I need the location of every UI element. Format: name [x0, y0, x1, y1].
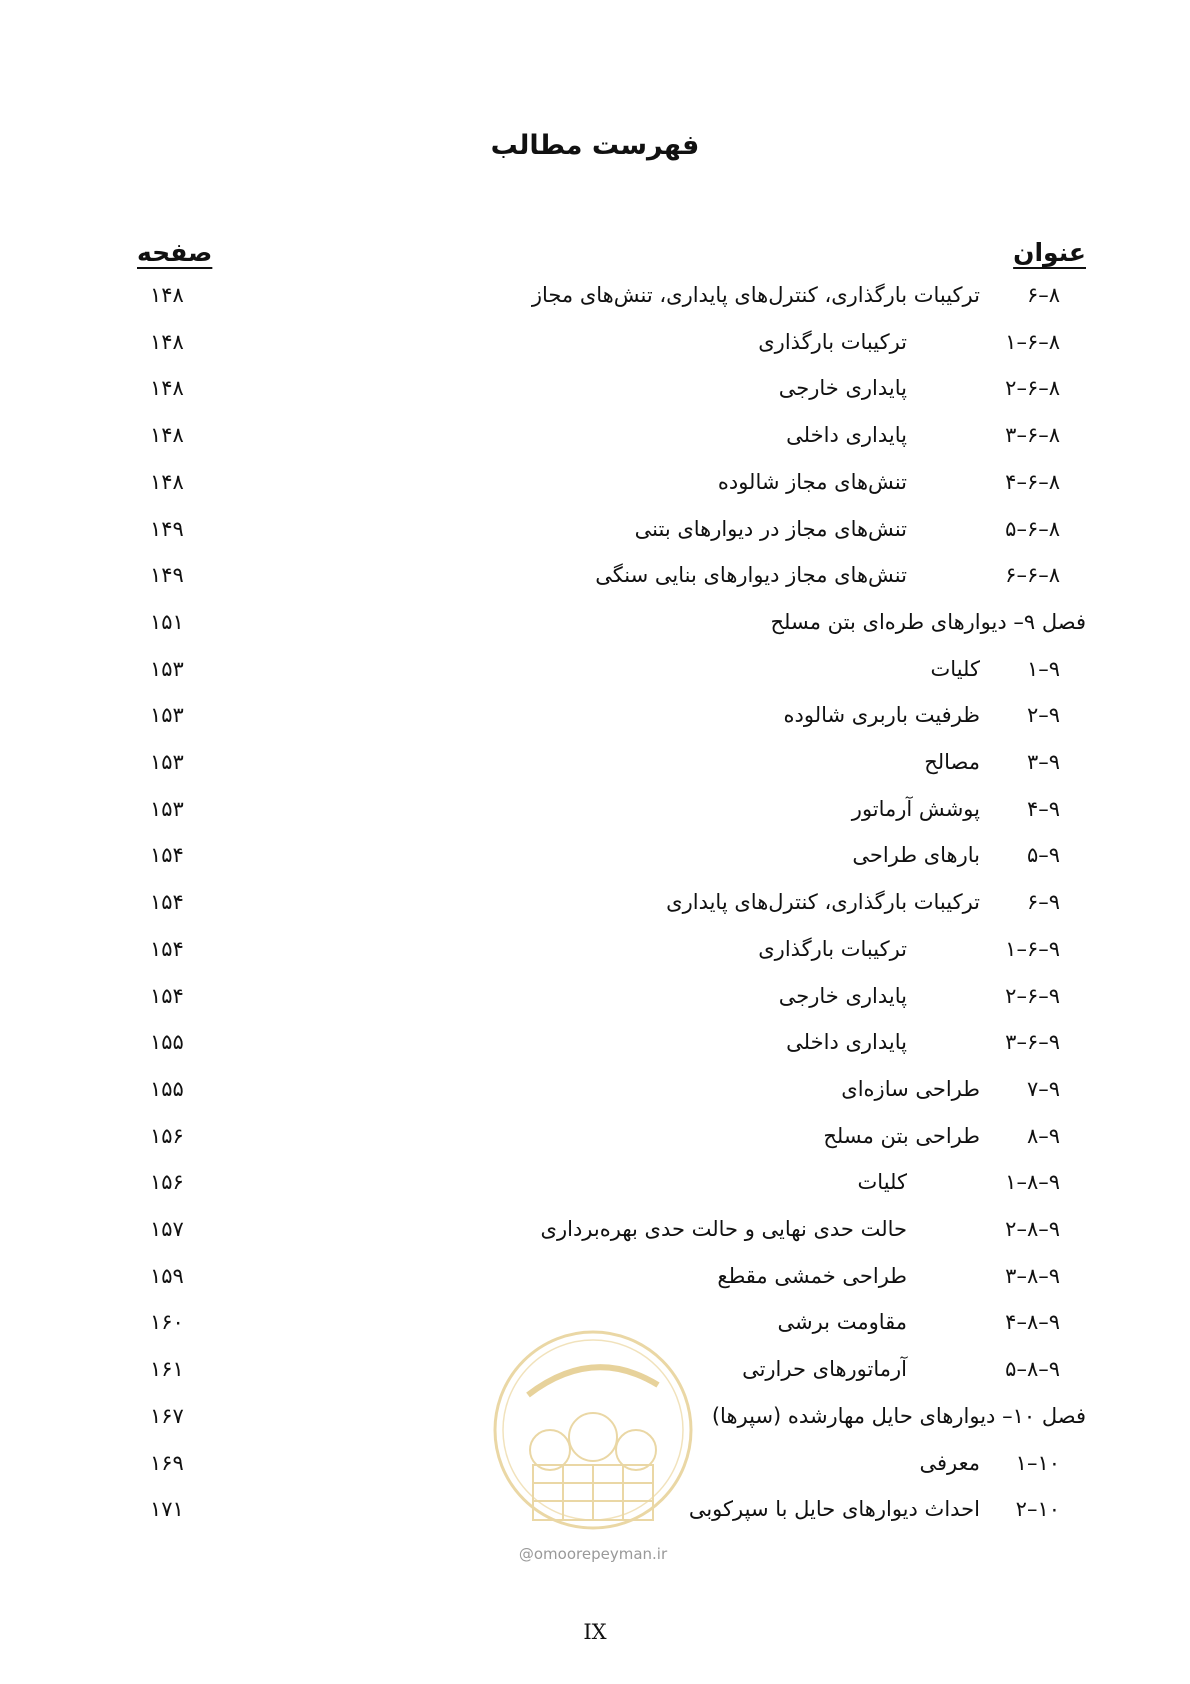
toc-section-title: پوشش آرماتور — [851, 796, 980, 821]
toc-page-number: ۱۵۷ — [150, 1217, 184, 1241]
header-title: عنوان — [1013, 238, 1086, 267]
toc-section-number: ۹–۶–۳ — [1005, 1030, 1060, 1055]
toc-section-number: ۹–۶–۱ — [1005, 936, 1060, 961]
page-number-footer: IX — [583, 1620, 607, 1644]
toc-section-number: ۸–۶–۲ — [1005, 376, 1060, 401]
toc-row — [0, 330, 1190, 374]
publisher-seal-icon — [488, 1325, 698, 1575]
toc-section-number: ۹–۸–۴ — [1005, 1310, 1060, 1335]
toc-row — [0, 937, 1190, 981]
toc-row — [0, 843, 1190, 887]
toc-section-title: تنش‌های مجاز شالوده — [717, 469, 907, 494]
toc-page-number: ۱۵۳ — [150, 656, 184, 681]
toc-section-title: طراحی سازه‌ای — [841, 1076, 980, 1101]
toc-section-title: ترکیبات بارگذاری — [758, 329, 907, 354]
toc-row — [0, 984, 1190, 1028]
toc-section-number: ۹–۵ — [1026, 843, 1060, 868]
toc-section-title: طراحی خمشی مقطع — [717, 1263, 907, 1288]
toc-page-number: ۱۴۸ — [150, 423, 184, 448]
toc-section-title: کلیات — [930, 656, 980, 681]
watermark-text: @omoorepeyman.ir — [518, 1545, 668, 1563]
toc-section-title: پایداری خارجی — [778, 983, 907, 1008]
toc-page-number: ۱۶۰ — [150, 1310, 184, 1335]
toc-row — [0, 563, 1190, 607]
toc-page-number: ۱۵۴ — [150, 843, 184, 868]
toc-section-number: ۸–۶–۵ — [1005, 516, 1060, 541]
toc-section-number: ۹–۸–۵ — [1005, 1357, 1060, 1382]
toc-page-number: ۱۴۹ — [150, 516, 184, 541]
toc-section-number: ۹–۳ — [1026, 750, 1060, 774]
toc-page-number: ۱۴۸ — [150, 376, 184, 401]
toc-section-title: احداث دیوارهای حایل با سپرکوبی — [688, 1497, 980, 1522]
toc-page-number: ۱۵۱ — [150, 609, 184, 634]
toc-page-number: ۱۵۶ — [150, 1123, 184, 1148]
toc-row — [0, 1030, 1190, 1074]
toc-section-number: ۸–۶ — [1026, 283, 1060, 307]
toc-row — [0, 610, 1190, 654]
toc-section-number: ۹–۱ — [1026, 656, 1060, 681]
toc-row — [0, 1217, 1190, 1261]
toc-page-number: ۱۶۷ — [150, 1403, 184, 1428]
toc-section-title: ترکیبات بارگذاری — [758, 936, 907, 961]
toc-page-number: ۱۴۸ — [150, 329, 184, 354]
toc-row — [0, 1170, 1190, 1214]
toc-section-title: بارهای طراحی — [852, 843, 980, 868]
toc-section-title: ترکیبات بارگذاری، کنترل‌های پایداری — [666, 890, 980, 915]
toc-row — [0, 1077, 1190, 1121]
toc-page-number: ۱۵۳ — [150, 796, 184, 821]
toc-page-number: ۱۵۴ — [150, 936, 184, 961]
toc-chapter-title: فصل ۹– دیوارهای طره‌ای بتن مسلح — [770, 609, 1086, 634]
toc-section-number: ۹–۸–۱ — [1005, 1170, 1060, 1195]
toc-page-number: ۱۵۳ — [150, 703, 184, 728]
toc-section-number: ۱۰–۲ — [1015, 1497, 1060, 1522]
toc-row — [0, 1124, 1190, 1168]
toc-section-number: ۹–۶–۲ — [1005, 983, 1060, 1008]
toc-row — [0, 750, 1190, 794]
toc-section-title: پایداری داخلی — [786, 1030, 907, 1055]
toc-section-number: ۹–۶ — [1026, 890, 1060, 915]
page-title: فهرست مطالب — [490, 130, 700, 161]
toc-row — [0, 657, 1190, 701]
toc-section-title: مقاومت برشی — [777, 1310, 907, 1335]
toc-section-title: معرفی — [919, 1450, 980, 1475]
toc-page-number: ۱۷۱ — [150, 1497, 184, 1522]
toc-section-title: تنش‌های مجاز دیوارهای بنایی سنگی — [595, 563, 907, 588]
toc-section-number: ۸–۶–۳ — [1005, 423, 1060, 448]
toc-section-title: کلیات — [857, 1170, 907, 1195]
toc-chapter-title: فصل ۱۰– دیوارهای حایل مهارشده (سپرها) — [711, 1403, 1086, 1428]
toc-page-number: ۱۴۹ — [150, 563, 184, 588]
toc-row — [0, 517, 1190, 561]
header-page: صفحه — [137, 238, 213, 267]
toc-row — [0, 376, 1190, 420]
toc-row — [0, 1264, 1190, 1308]
toc-section-title: آرماتورهای حرارتی — [742, 1357, 907, 1382]
toc-page-number: ۱۵۶ — [150, 1170, 184, 1195]
toc-section-title: مصالح — [924, 750, 980, 774]
toc-page-number: ۱۵۴ — [150, 983, 184, 1008]
toc-page-number: ۱۴۸ — [150, 469, 184, 494]
toc-section-title: پایداری خارجی — [778, 376, 907, 401]
toc-page-number: ۱۵۵ — [150, 1076, 184, 1101]
toc-section-number: ۸–۶–۱ — [1005, 329, 1060, 354]
toc-row — [0, 283, 1190, 327]
toc-section-number: ۹–۸–۳ — [1005, 1263, 1060, 1288]
toc-row — [0, 797, 1190, 841]
toc-section-number: ۹–۴ — [1026, 796, 1060, 821]
toc-page-number: ۱۵۵ — [150, 1030, 184, 1055]
toc-page-number: ۱۵۳ — [150, 750, 184, 774]
toc-row — [0, 423, 1190, 467]
toc-row — [0, 703, 1190, 747]
toc-section-number: ۹–۷ — [1026, 1076, 1060, 1101]
toc-section-title: ظرفیت باربری شالوده — [783, 703, 980, 728]
toc-section-number: ۹–۸–۲ — [1005, 1217, 1060, 1241]
toc-section-title: تنش‌های مجاز در دیوارهای بتنی — [634, 516, 907, 541]
toc-section-number: ۱۰–۱ — [1015, 1450, 1060, 1475]
toc-page-number: ۱۵۹ — [150, 1263, 184, 1288]
toc-section-title: پایداری داخلی — [786, 423, 907, 448]
toc-section-title: حالت حدی نهایی و حالت حدی بهره‌برداری — [540, 1217, 907, 1241]
toc-section-number: ۹–۲ — [1026, 703, 1060, 728]
toc-row — [0, 470, 1190, 514]
toc-section-title: ترکیبات بارگذاری، کنترل‌های پایداری، تنش‌های مجاز — [531, 283, 980, 307]
toc-section-title: طراحی بتن مسلح — [823, 1123, 980, 1148]
toc-row — [0, 890, 1190, 934]
toc-section-number: ۸–۶–۶ — [1005, 563, 1060, 588]
toc-page-number: ۱۵۴ — [150, 890, 184, 915]
toc-page-number: ۱۶۹ — [150, 1450, 184, 1475]
toc-section-number: ۹–۸ — [1026, 1123, 1060, 1148]
toc-section-number: ۸–۶–۴ — [1005, 469, 1060, 494]
toc-page-number: ۱۴۸ — [150, 283, 184, 307]
toc-page-number: ۱۶۱ — [150, 1357, 184, 1382]
